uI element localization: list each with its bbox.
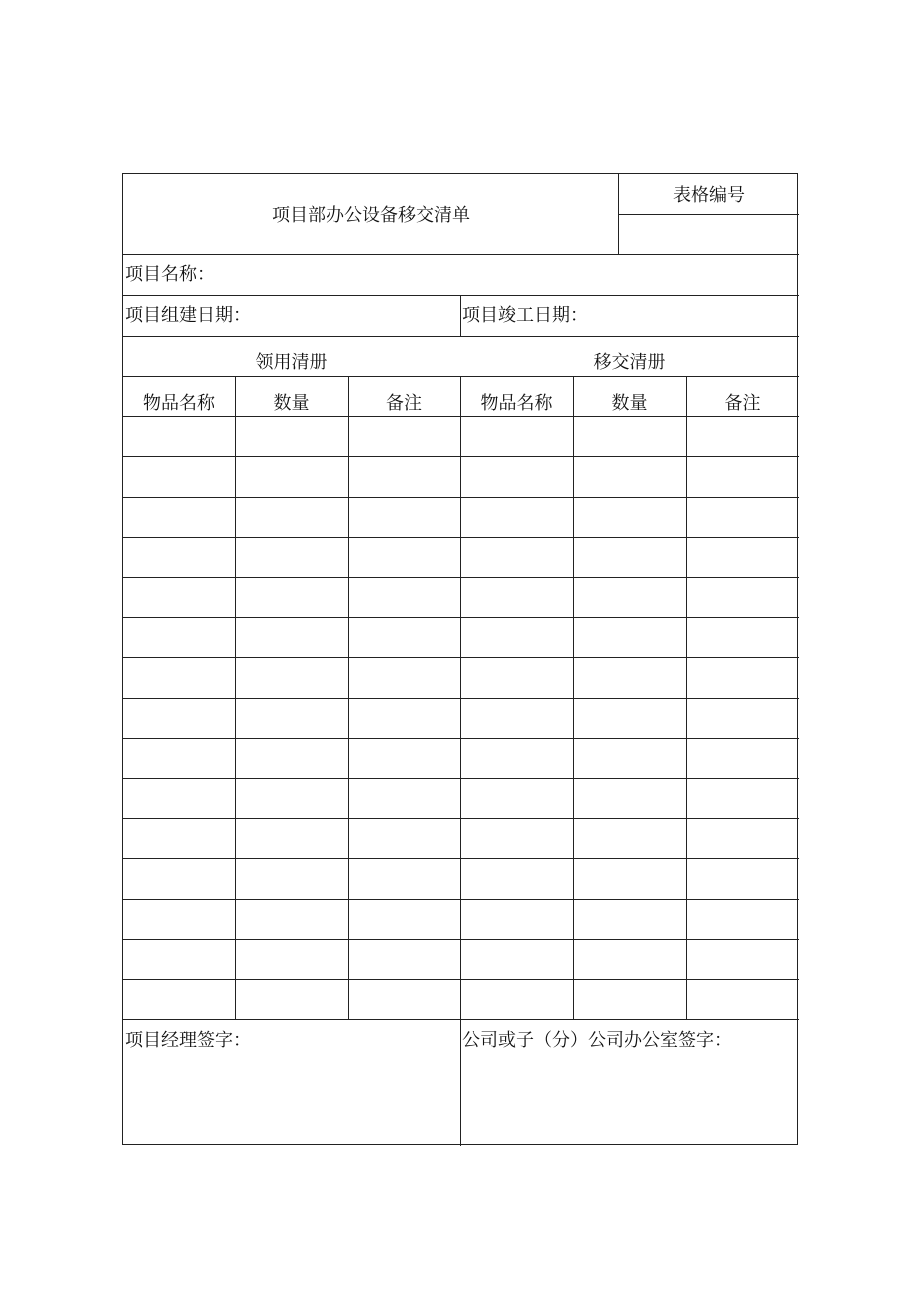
table-row-rule (123, 979, 799, 980)
section-receive-header: 领用清册 (255, 352, 328, 373)
section-transfer-header: 移交清册 (593, 352, 666, 373)
pm-signature-label: 项目经理签字： (125, 1030, 251, 1051)
table-row-rule (123, 939, 799, 940)
col-header-item-name: 物品名称 (480, 393, 553, 414)
office-signature-label: 公司或子（分）公司办公室签字： (462, 1030, 732, 1051)
table-row-rule (123, 899, 799, 900)
form-number-label: 表格编号 (673, 185, 745, 206)
col-header-quantity: 数量 (273, 393, 310, 414)
table-row-rule (123, 497, 799, 498)
col-header-remarks: 备注 (386, 393, 422, 414)
date-row-bottom-rule (123, 336, 799, 337)
table-row-rule (123, 778, 799, 779)
table-row-rule (123, 537, 799, 538)
table-row-rule (123, 456, 799, 457)
section-bottom-rule (123, 376, 799, 377)
project-name-label: 项目名称： (125, 264, 215, 285)
form-title: 项目部办公设备移交清单 (272, 205, 470, 226)
form-number-divider (618, 214, 799, 215)
form-number-field[interactable] (619, 216, 799, 254)
table-row-rule (123, 858, 799, 859)
date-divider (460, 295, 461, 336)
table-row-rule (123, 698, 799, 699)
table-row-rule (123, 657, 799, 658)
table-row-rule (123, 617, 799, 618)
table-row-rule (123, 416, 799, 417)
header-bottom-rule (123, 254, 799, 255)
table-row-rule (123, 738, 799, 739)
project-name-bottom-rule (123, 295, 799, 296)
col-header-item-name: 物品名称 (143, 393, 215, 414)
table-row-rule (123, 577, 799, 578)
signature-divider (460, 1019, 461, 1146)
completion-date-label: 项目竣工日期： (462, 305, 588, 326)
table-row-rule (123, 1019, 799, 1020)
col-header-quantity: 数量 (611, 393, 648, 414)
build-date-label: 项目组建日期： (125, 305, 251, 326)
handover-form (122, 173, 798, 1145)
col-header-remarks: 备注 (724, 393, 761, 414)
table-row-rule (123, 818, 799, 819)
